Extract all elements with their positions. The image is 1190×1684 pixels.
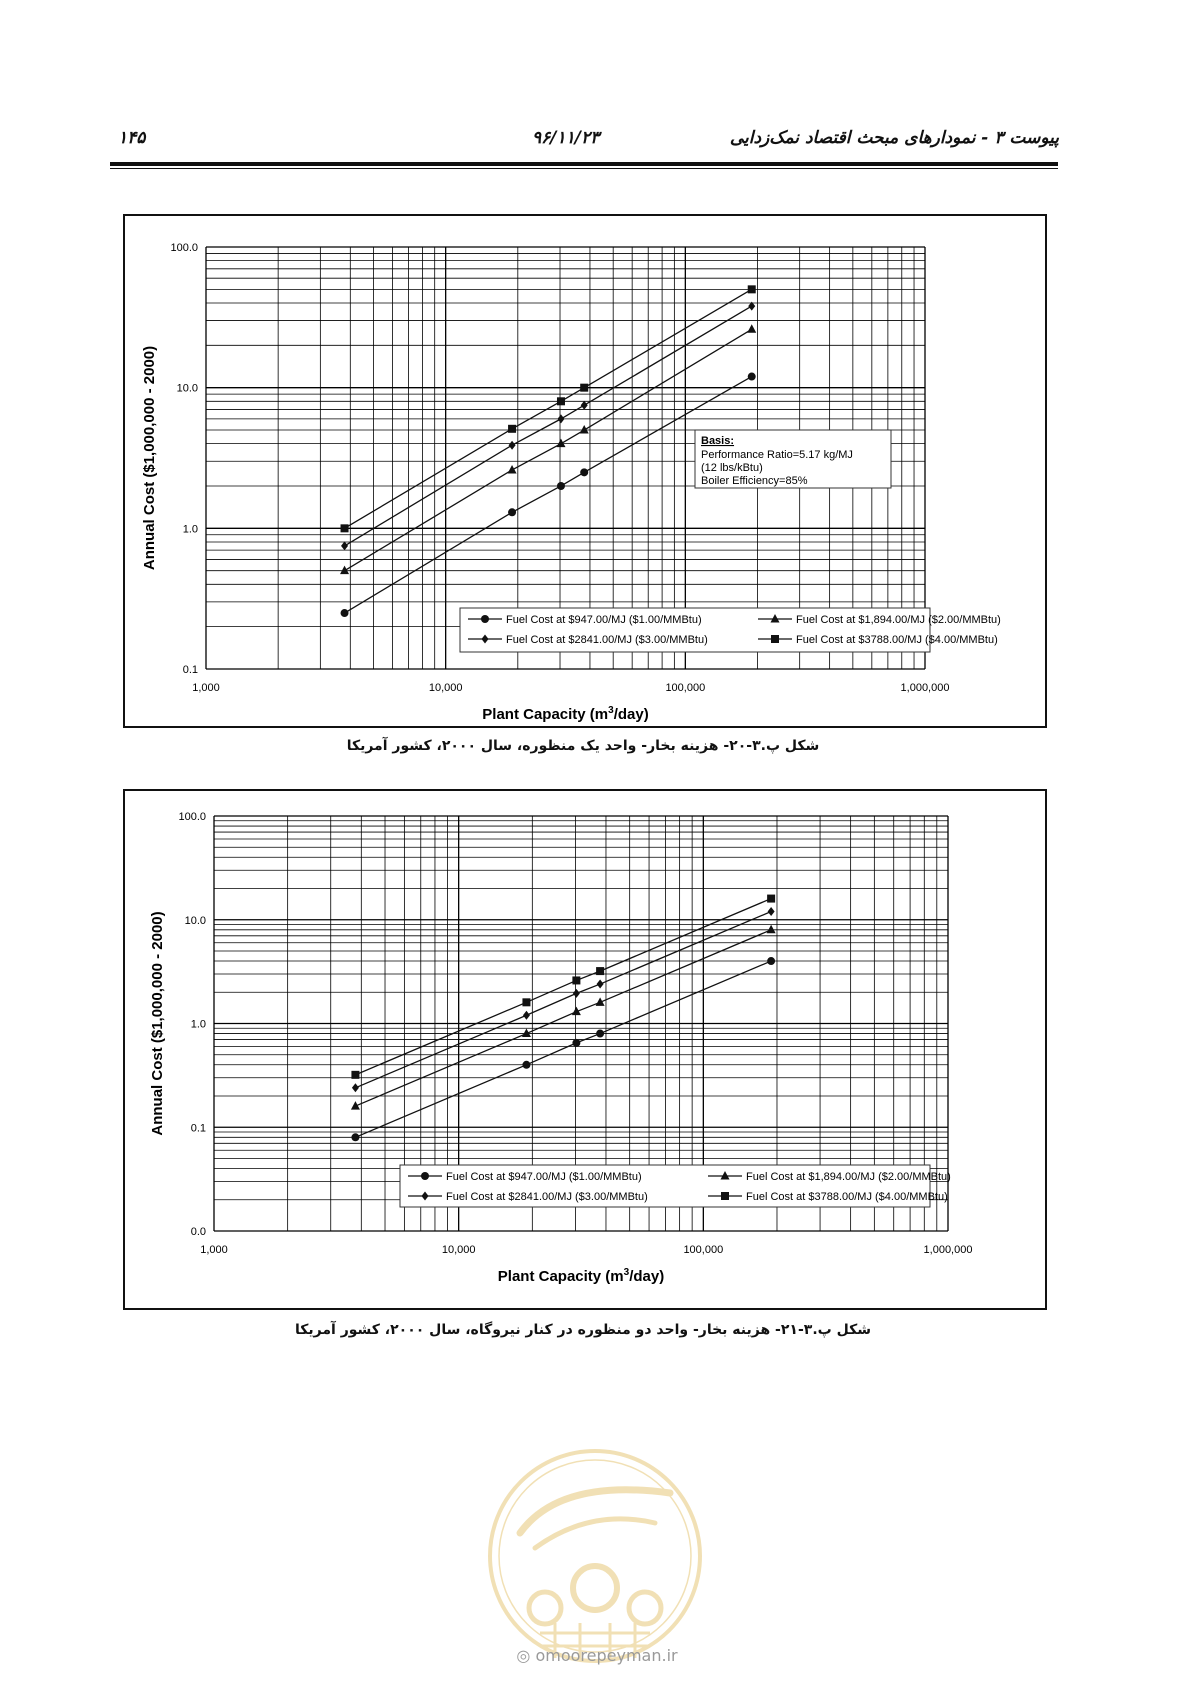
data-point xyxy=(581,401,588,410)
data-point xyxy=(580,425,589,434)
series-line xyxy=(355,930,771,1106)
legend-entry: Fuel Cost at $947.00/MJ ($1.00/MMBtu) xyxy=(446,1171,642,1183)
legend-marker xyxy=(771,635,779,643)
data-point xyxy=(572,976,580,984)
figure-1-caption: شکل پ.۳-۲۰- هزینه بخار- واحد یک منظوره، سال ۲۰۰۰، کشور آمریکا xyxy=(346,738,820,754)
y-tick-label: 1.0 xyxy=(182,523,198,536)
data-point xyxy=(351,1133,359,1141)
page-number: ۱۴۵ xyxy=(118,128,146,148)
series-line xyxy=(355,912,771,1088)
data-point xyxy=(352,1083,359,1092)
x-tick-label: 1,000,000 xyxy=(900,682,950,694)
data-point xyxy=(340,566,349,575)
header-date: ۹۶/۱۱/۲۳ xyxy=(532,128,600,148)
figure-2-frame xyxy=(123,789,1047,1310)
y-tick-label: 10.0 xyxy=(184,914,206,927)
series-triangle xyxy=(340,324,756,574)
chart-2 xyxy=(125,791,1045,1308)
x-tick-label: 100,000 xyxy=(665,682,706,694)
annotation-line: (12 lbs/kBtu) xyxy=(701,462,763,474)
legend-marker xyxy=(421,1172,429,1180)
data-point xyxy=(573,989,580,998)
x-tick-label: 100,000 xyxy=(683,1244,724,1256)
header-title: پیوست ۳ - نمودارهای مبحث اقتصاد نمک‌زدایی xyxy=(729,128,1059,148)
data-point xyxy=(522,1061,530,1069)
series-diamond xyxy=(341,302,755,551)
y-tick-label: 100.0 xyxy=(170,242,198,254)
data-point xyxy=(748,373,756,381)
data-point xyxy=(557,482,565,490)
data-point xyxy=(351,1071,359,1079)
data-point xyxy=(572,1039,580,1047)
legend-entry: Fuel Cost at $3788.00/MJ ($4.00/MMBtu) xyxy=(746,1191,948,1203)
data-point xyxy=(341,524,349,532)
data-point xyxy=(557,397,565,405)
data-point xyxy=(508,425,516,433)
y-tick-label: 1.0 xyxy=(190,1018,206,1031)
legend-entry: Fuel Cost at $2841.00/MJ ($3.00/MMBtu) xyxy=(446,1191,648,1203)
series-line xyxy=(355,961,771,1137)
chart-1 xyxy=(125,216,1045,726)
watermark-text: ◎ omoorepeyman.ir xyxy=(516,1646,678,1665)
y-tick-label: 0.1 xyxy=(182,664,198,676)
data-point xyxy=(596,1030,604,1038)
legend-entry: Fuel Cost at $2841.00/MJ ($3.00/MMBtu) xyxy=(506,634,708,646)
data-point xyxy=(768,907,775,916)
data-point xyxy=(596,967,604,975)
data-point xyxy=(509,441,516,450)
x-tick-label: 10,000 xyxy=(441,1244,476,1256)
y-tick-label: 0.1 xyxy=(190,1122,206,1135)
series-triangle xyxy=(351,925,776,1110)
data-point xyxy=(767,895,775,903)
y-axis-label: Annual Cost ($1,000,000 - 2000) xyxy=(149,911,166,1136)
y-tick-label: 10.0 xyxy=(176,382,198,395)
watermark-globe-icon: ◎ xyxy=(516,1646,531,1665)
legend-entry: Fuel Cost at $1,894.00/MJ ($2.00/MMBtu) xyxy=(796,614,1001,626)
series-line xyxy=(345,377,752,613)
annotation-line: Performance Ratio=5.17 kg/MJ xyxy=(701,449,853,461)
data-point xyxy=(523,1011,530,1020)
data-point xyxy=(508,508,516,516)
data-point xyxy=(341,609,349,617)
annotation-box xyxy=(695,430,891,488)
x-axis-label: Plant Capacity $(m^3/day)$ xyxy=(482,705,649,723)
x-tick-label: 1,000,000 xyxy=(923,1244,973,1256)
series-line xyxy=(345,306,752,546)
annotation-line: Boiler Efficiency=85% xyxy=(701,475,808,487)
data-point xyxy=(341,541,348,550)
legend xyxy=(460,608,1001,652)
series-square xyxy=(341,285,756,532)
x-tick-label: 10,000 xyxy=(428,682,463,694)
data-point xyxy=(556,439,565,448)
header-rule-thick xyxy=(110,162,1058,166)
x-axis-label: Plant Capacity $(m^3/day)$ xyxy=(497,1267,665,1285)
data-point xyxy=(522,998,530,1006)
data-point xyxy=(580,468,588,476)
x-tick-label: 1,000 xyxy=(200,1244,228,1256)
data-point xyxy=(580,384,588,392)
y-tick-label: 0.0 xyxy=(190,1226,206,1238)
figure-1-frame xyxy=(123,214,1047,728)
data-point xyxy=(748,285,756,293)
legend-marker xyxy=(481,615,489,623)
header-rule-thin xyxy=(110,168,1058,169)
data-point xyxy=(597,980,604,989)
annotation-heading: Basis: xyxy=(701,435,735,447)
data-point xyxy=(767,925,776,934)
data-point xyxy=(767,957,775,965)
y-tick-label: 100.0 xyxy=(178,811,206,823)
data-point xyxy=(508,465,517,474)
legend-marker xyxy=(721,1192,729,1200)
x-tick-label: 1,000 xyxy=(192,682,220,694)
legend-entry: Fuel Cost at $947.00/MJ ($1.00/MMBtu) xyxy=(506,614,702,626)
figure-2-caption: شکل پ.۳-۲۱- هزینه بخار- واحد دو منظوره در کنار نیروگاه، سال ۲۰۰۰، کشور آمریکا xyxy=(295,1322,871,1338)
legend-entry: Fuel Cost at $3788.00/MJ ($4.00/MMBtu) xyxy=(796,634,998,646)
data-point xyxy=(747,324,756,333)
legend-entry: Fuel Cost at $1,894.00/MJ ($2.00/MMBtu) xyxy=(746,1171,951,1183)
y-axis-label: Annual Cost ($1,000,000 - 2000) xyxy=(141,345,158,571)
data-point xyxy=(557,414,564,423)
legend xyxy=(400,1165,951,1207)
